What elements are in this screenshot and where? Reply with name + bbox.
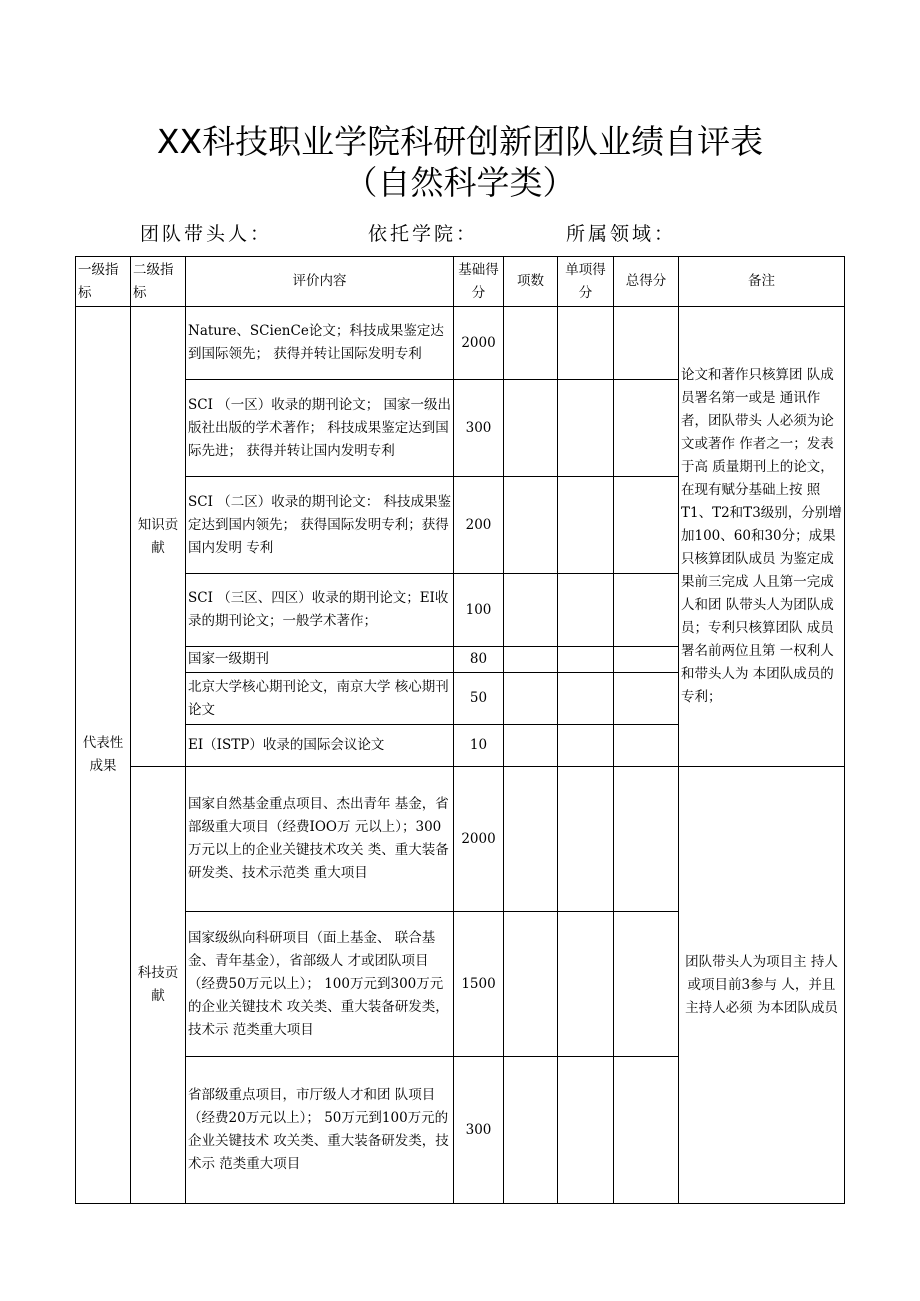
header-level2: 二级指标 (131, 257, 186, 307)
content-cell: 北京大学核心期刊论文，南京大学 核心期刊论文 (186, 673, 454, 725)
evaluation-table (75, 256, 845, 1204)
total-input[interactable] (614, 1057, 679, 1204)
count-input[interactable] (504, 912, 558, 1057)
item-score-input[interactable] (558, 767, 614, 912)
content-cell: Nature、SCienCe论文；科技成果鉴定达到国际领先； 获得并转让国际发明专利 (186, 307, 454, 380)
item-score-input[interactable] (558, 574, 614, 647)
total-input[interactable] (614, 912, 679, 1057)
level2-knowledge: 知识贡献 (131, 307, 186, 767)
item-score-input[interactable] (558, 912, 614, 1057)
count-input[interactable] (504, 647, 558, 673)
total-input[interactable] (614, 380, 679, 477)
header-level1: 一级指标 (76, 257, 131, 307)
score-cell: 10 (454, 725, 504, 767)
total-input[interactable] (614, 477, 679, 574)
content-cell: 省部级重点项目，市厅级人才和团 队项目（经费20万元以上）； 50万元到100万元的企业关键技术 攻关类、重大装备研发类，技术示 范类重大项目 (186, 1057, 454, 1204)
score-cell: 200 (454, 477, 504, 574)
count-input[interactable] (504, 725, 558, 767)
count-input[interactable] (504, 477, 558, 574)
item-score-input[interactable] (558, 673, 614, 725)
remark-knowledge: 论文和著作只核算团 队成员署名第一或是 通讯作者，团队带头 人必须为论文或著作 作者之一；发表于高 质量期刊上的论文， 在现有赋分基础上按 照T1、T2和T3级别，分别增加100、60和30分；成果只核算团队成员 为鉴定成果前三完成 人且第一完成人和团 队带头人为团队成 员；专利只核算团队 成员署名前两位且第 一权利人和带头人为 本团队成员的专利； (679, 307, 845, 767)
total-input[interactable] (614, 647, 679, 673)
content-cell: SCI （二区）收录的期刊论文： 科技成果鉴定达到国内领先； 获得国际发明专利；获得国内发明 专利 (186, 477, 454, 574)
header-remark: 备注 (679, 257, 845, 307)
table-row (76, 307, 845, 380)
level1-cell: 代表性成果 (76, 307, 131, 1204)
page-title: XX科技职业学院科研创新团队业绩自评表 (156, 122, 764, 161)
header-row (76, 257, 845, 307)
content-cell: EI（ISTP）收录的国际会议论文 (186, 725, 454, 767)
content-cell: SCI （一区）收录的期刊论文； 国家一级出版社出版的学术著作； 科技成果鉴定达到国际先进； 获得并转让国内发明专利 (186, 380, 454, 477)
score-cell: 80 (454, 647, 504, 673)
total-input[interactable] (614, 307, 679, 380)
content-cell: 国家级纵向科研项目（面上基金、 联合基金、青年基金），省部级人 才或团队项目（经费50万元以上）； 100万元到300万元的企业关键技术 攻关类、重大装备研发类，技术示 范类重大项目 (186, 912, 454, 1057)
total-input[interactable] (614, 673, 679, 725)
score-cell: 2000 (454, 767, 504, 912)
count-input[interactable] (504, 673, 558, 725)
total-input[interactable] (614, 767, 679, 912)
header-total: 总得分 (614, 257, 679, 307)
page-subtitle: （自然科学类） (344, 163, 576, 202)
score-cell: 300 (454, 1057, 504, 1204)
total-input[interactable] (614, 574, 679, 647)
table-row (76, 767, 845, 912)
score-cell: 1500 (454, 912, 504, 1057)
leader-label: 团队带头人： (140, 223, 273, 245)
item-score-input[interactable] (558, 725, 614, 767)
item-score-input[interactable] (558, 307, 614, 380)
score-cell: 100 (454, 574, 504, 647)
count-input[interactable] (504, 307, 558, 380)
count-input[interactable] (504, 380, 558, 477)
content-cell: SCI （三区、四区）收录的期刊论文；EI收录的期刊论文；一般学术著作； (186, 574, 454, 647)
count-input[interactable] (504, 574, 558, 647)
score-cell: 50 (454, 673, 504, 725)
level2-tech: 科技贡献 (131, 767, 186, 1204)
total-input[interactable] (614, 725, 679, 767)
college-label: 依托学院： (368, 223, 479, 245)
count-input[interactable] (504, 1057, 558, 1204)
item-score-input[interactable] (558, 647, 614, 673)
header-count: 项数 (504, 257, 558, 307)
header-item-score: 单项得分 (558, 257, 614, 307)
header-base-score: 基础得分 (454, 257, 504, 307)
field-label: 所属领域： (566, 223, 677, 245)
count-input[interactable] (504, 767, 558, 912)
score-cell: 2000 (454, 307, 504, 380)
item-score-input[interactable] (558, 1057, 614, 1204)
content-cell: 国家一级期刊 (186, 647, 454, 673)
item-score-input[interactable] (558, 380, 614, 477)
content-cell: 国家自然基金重点项目、杰出青年 基金，省部级重大项目（经费IOO万 元以上）；300万元以上的企业关键技术攻关 类、重大装备研发类、技术示范类 重大项目 (186, 767, 454, 912)
remark-tech: 团队带头人为项目主 持人或项目前3参与 人，并且主持人必须 为本团队成员 (679, 767, 845, 1204)
score-cell: 300 (454, 380, 504, 477)
item-score-input[interactable] (558, 477, 614, 574)
header-content: 评价内容 (186, 257, 454, 307)
